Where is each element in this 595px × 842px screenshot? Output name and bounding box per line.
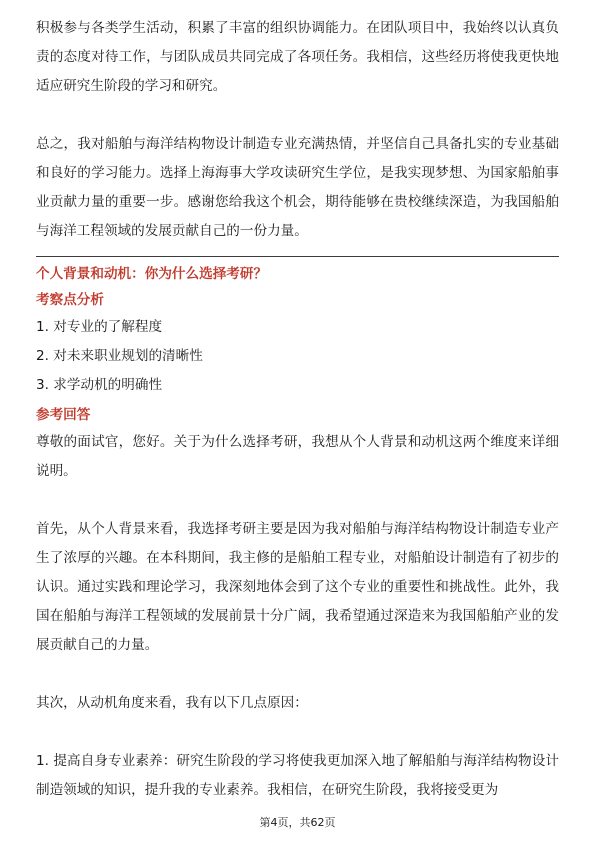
page-footer: 第4页，共62页 xyxy=(259,816,336,829)
paragraph: 其次，从动机角度来看，我有以下几点原因： xyxy=(36,695,308,711)
list-item: 3. 求学动机的明确性 xyxy=(36,377,163,393)
list-item: 2. 对未来职业规划的清晰性 xyxy=(36,348,203,364)
analysis-heading: 考察点分析 xyxy=(36,292,104,308)
spacer xyxy=(36,101,559,130)
section-title: 个人背景和动机：你为什么选择考研？ xyxy=(36,266,268,282)
spacer xyxy=(36,486,559,515)
section-divider xyxy=(36,256,559,257)
list-item: 1. 对专业的了解程度 xyxy=(36,319,163,335)
paragraph: 尊敬的面试官，您好。关于为什么选择考研，我想从个人背景和动机这两个维度来详细说明。 xyxy=(36,434,559,479)
paragraph: 首先，从个人背景来看，我选择考研主要是因为我对船舶与海洋结构物设计制造专业产生了浓厚的兴趣。在本科期间，我主修的是船舶工程专业，对船舶设计制造有了初步的认识。通过实践和理论学习，我深刻地体会到了这个专业的重要性和挑战性。此外，我国在船舶与海洋工程领域的发展前景十分广阔，我希望通过深造来为我国船舶产业的发展贡献自己的力量。 xyxy=(36,521,559,653)
answer-heading: 参考回答 xyxy=(36,407,91,423)
spacer xyxy=(36,660,559,689)
paragraph: 积极参与各类学生活动，积累了丰富的组织协调能力。在团队项目中，我始终以认真负责的态度对待工作，与团队成员共同完成了各项任务。我相信，这些经历将使我更快地适应研究生阶段的学习和研究。 xyxy=(36,20,559,94)
page-content xyxy=(36,14,559,805)
paragraph: 1. 提高自身专业素养：研究生阶段的学习将使我更加深入地了解船舶与海洋结构物设计制造领域的知识，提升我的专业素养。我相信，在研究生阶段，我将接受更为 xyxy=(36,753,559,798)
paragraph: 总之，我对船舶与海洋结构物设计制造专业充满热情，并坚信自己具备扎实的专业基础和良好的学习能力。选择上海海事大学攻读研究生学位，是我实现梦想、为国家船舶事业贡献力量的重要一步。感谢您给我这个机会，期待能够在贵校继续深造，为我国船舶与海洋工程领域的发展贡献自己的一份力量。 xyxy=(36,136,559,239)
spacer xyxy=(36,718,559,747)
